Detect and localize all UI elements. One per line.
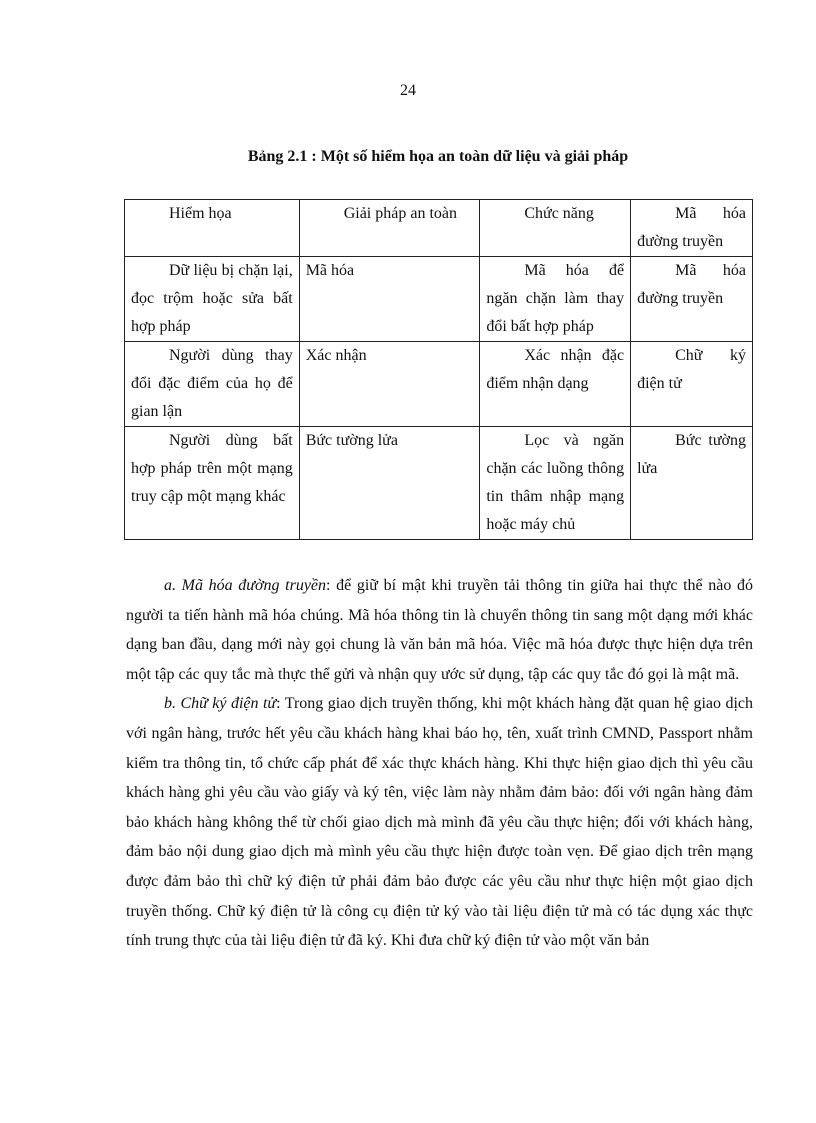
table-row [125,427,753,540]
table-cell: Mã hóa đường truyền [631,257,753,342]
paragraph-text: : để giữ bí mật khi truyền tải thông tin giữa hai thực thể nào đó người ta tiến hành mã hóa chúng. Mã hóa thông tin là chuyển thông tin sang một dạng mới khác dạng ban đầu, dạng mới này gọi chung là văn bản mã hóa. Việc mã hóa được thực hiện dựa trên một tập các quy tắc mà thực thể gửi và nhận quy ước sử dụng, tập các quy tắc đó gọi là mật mã. [126,577,753,683]
table-cell: Xác nhận đặc điểm nhận dạng [480,342,631,427]
table-cell: Chữ ký điện tử [631,342,753,427]
paragraph-text: : Trong giao dịch truyền thống, khi một khách hàng đặt quan hệ giao dịch với ngân hàng, trước hết yêu cầu khách hàng khai báo họ, tên, xuất trình CMND, Passport nhằm kiểm tra thông tin, tổ chức cấp phát để xác thực khách hàng. Khi thực hiện giao dịch thì yêu cầu khách hàng ghi yêu cầu vào giấy và ký tên, việc làm này nhằm đảm bảo: đối với ngân hàng đảm bảo khách hàng không thể từ chối giao dịch mà mình đã yêu cầu thực hiện; đối với khách hàng, đảm bảo nội dung giao dịch mà mình yêu cầu thực hiện được toàn vẹn. Để giao dịch trên mạng được đảm bảo thì chữ ký điện tử phải đảm bảo được các yêu cầu như thực hiện một giao dịch truyền thống. Chữ ký điện tử là công cụ điện tử ký vào tài liệu điện tử mà có tác dụng xác thực tính trung thực của tài liệu điện tử đã ký. Khi đưa chữ ký điện tử vào một văn bản [126,695,754,950]
table-caption: Bảng 2.1 : Một số hiểm họa an toàn dữ liệu và giải pháp [247,148,629,165]
table-cell: Dữ liệu bị chặn lại, đọc trộm hoặc sửa bất hợp pháp [125,257,300,342]
paragraph-digital-signature [126,689,753,955]
table-header-row [125,200,753,257]
table-row [125,257,753,342]
header-cell: Giải pháp an toàn [299,200,480,257]
paragraph-lead: b. Chữ ký điện tử [164,695,277,713]
header-cell: Hiểm họa [125,200,300,257]
table-cell: Xác nhận [299,342,480,427]
paragraph-lead: a. Mã hóa đường truyền [164,577,327,594]
paragraph-encryption [126,571,753,689]
table-cell: Người dùng bất hợp pháp trên một mạng truy cập một mạng khác [125,427,300,540]
page-number: 24 [400,82,416,99]
table-cell: Bức tường lửa [299,427,480,540]
header-cell: Chức năng [480,200,631,257]
table-cell: Người dùng thay đổi đặc điểm của họ để gian lận [125,342,300,427]
table-cell: Lọc và ngăn chặn các luồng thông tin thâm nhập mạng hoặc máy chủ [480,427,631,540]
table-row [125,342,753,427]
table-cell: Mã hóa [299,257,480,342]
table-cell: Bức tường lửa [631,427,753,540]
header-cell: Mã hóa đường truyền [631,200,753,257]
table-cell: Mã hóa để ngăn chặn làm thay đổi bất hợp pháp [480,257,631,342]
body-text [126,571,753,956]
threats-table [124,199,753,540]
